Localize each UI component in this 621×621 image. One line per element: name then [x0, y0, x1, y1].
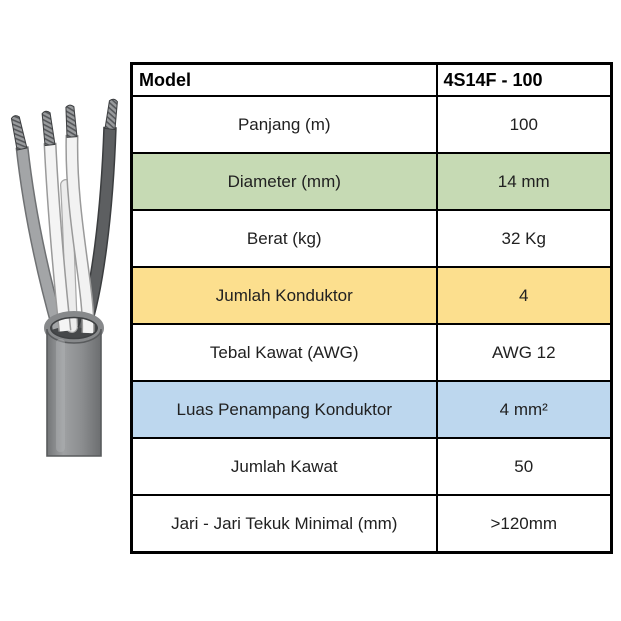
table-row: [132, 267, 612, 324]
row-value: 32 Kg: [437, 210, 612, 267]
row-value: 4 mm²: [437, 381, 612, 438]
row-label: Panjang (m): [132, 96, 437, 153]
row-label: Luas Penampang Konduktor: [132, 381, 437, 438]
table-row: [132, 153, 612, 210]
wire-tip: [41, 111, 55, 146]
table-row: [132, 96, 612, 153]
row-value: >120mm: [437, 495, 612, 553]
table-row: [132, 210, 612, 267]
model-label: Model: [132, 64, 437, 97]
row-label: Tebal Kawat (AWG): [132, 324, 437, 381]
row-label: Diameter (mm): [132, 153, 437, 210]
row-value: 4: [437, 267, 612, 324]
row-value: 14 mm: [437, 153, 612, 210]
row-label: Jari - Jari Tekuk Minimal (mm): [132, 495, 437, 553]
model-value: 4S14F - 100: [437, 64, 612, 97]
row-value: 100: [437, 96, 612, 153]
table-header-row: [132, 64, 612, 97]
cable-jacket: [47, 329, 101, 456]
cable-product-image: [0, 85, 130, 457]
spec-table: [130, 62, 613, 554]
table-row: [132, 495, 612, 553]
table-row: [132, 381, 612, 438]
table-row: [132, 438, 612, 495]
row-label: Berat (kg): [132, 210, 437, 267]
row-value: AWG 12: [437, 324, 612, 381]
wire-tip: [65, 105, 77, 138]
row-label: Jumlah Konduktor: [132, 267, 437, 324]
wire-tip: [10, 115, 27, 150]
wire-tip: [105, 99, 119, 130]
row-value: 50: [437, 438, 612, 495]
table-row: [132, 324, 612, 381]
row-label: Jumlah Kawat: [132, 438, 437, 495]
